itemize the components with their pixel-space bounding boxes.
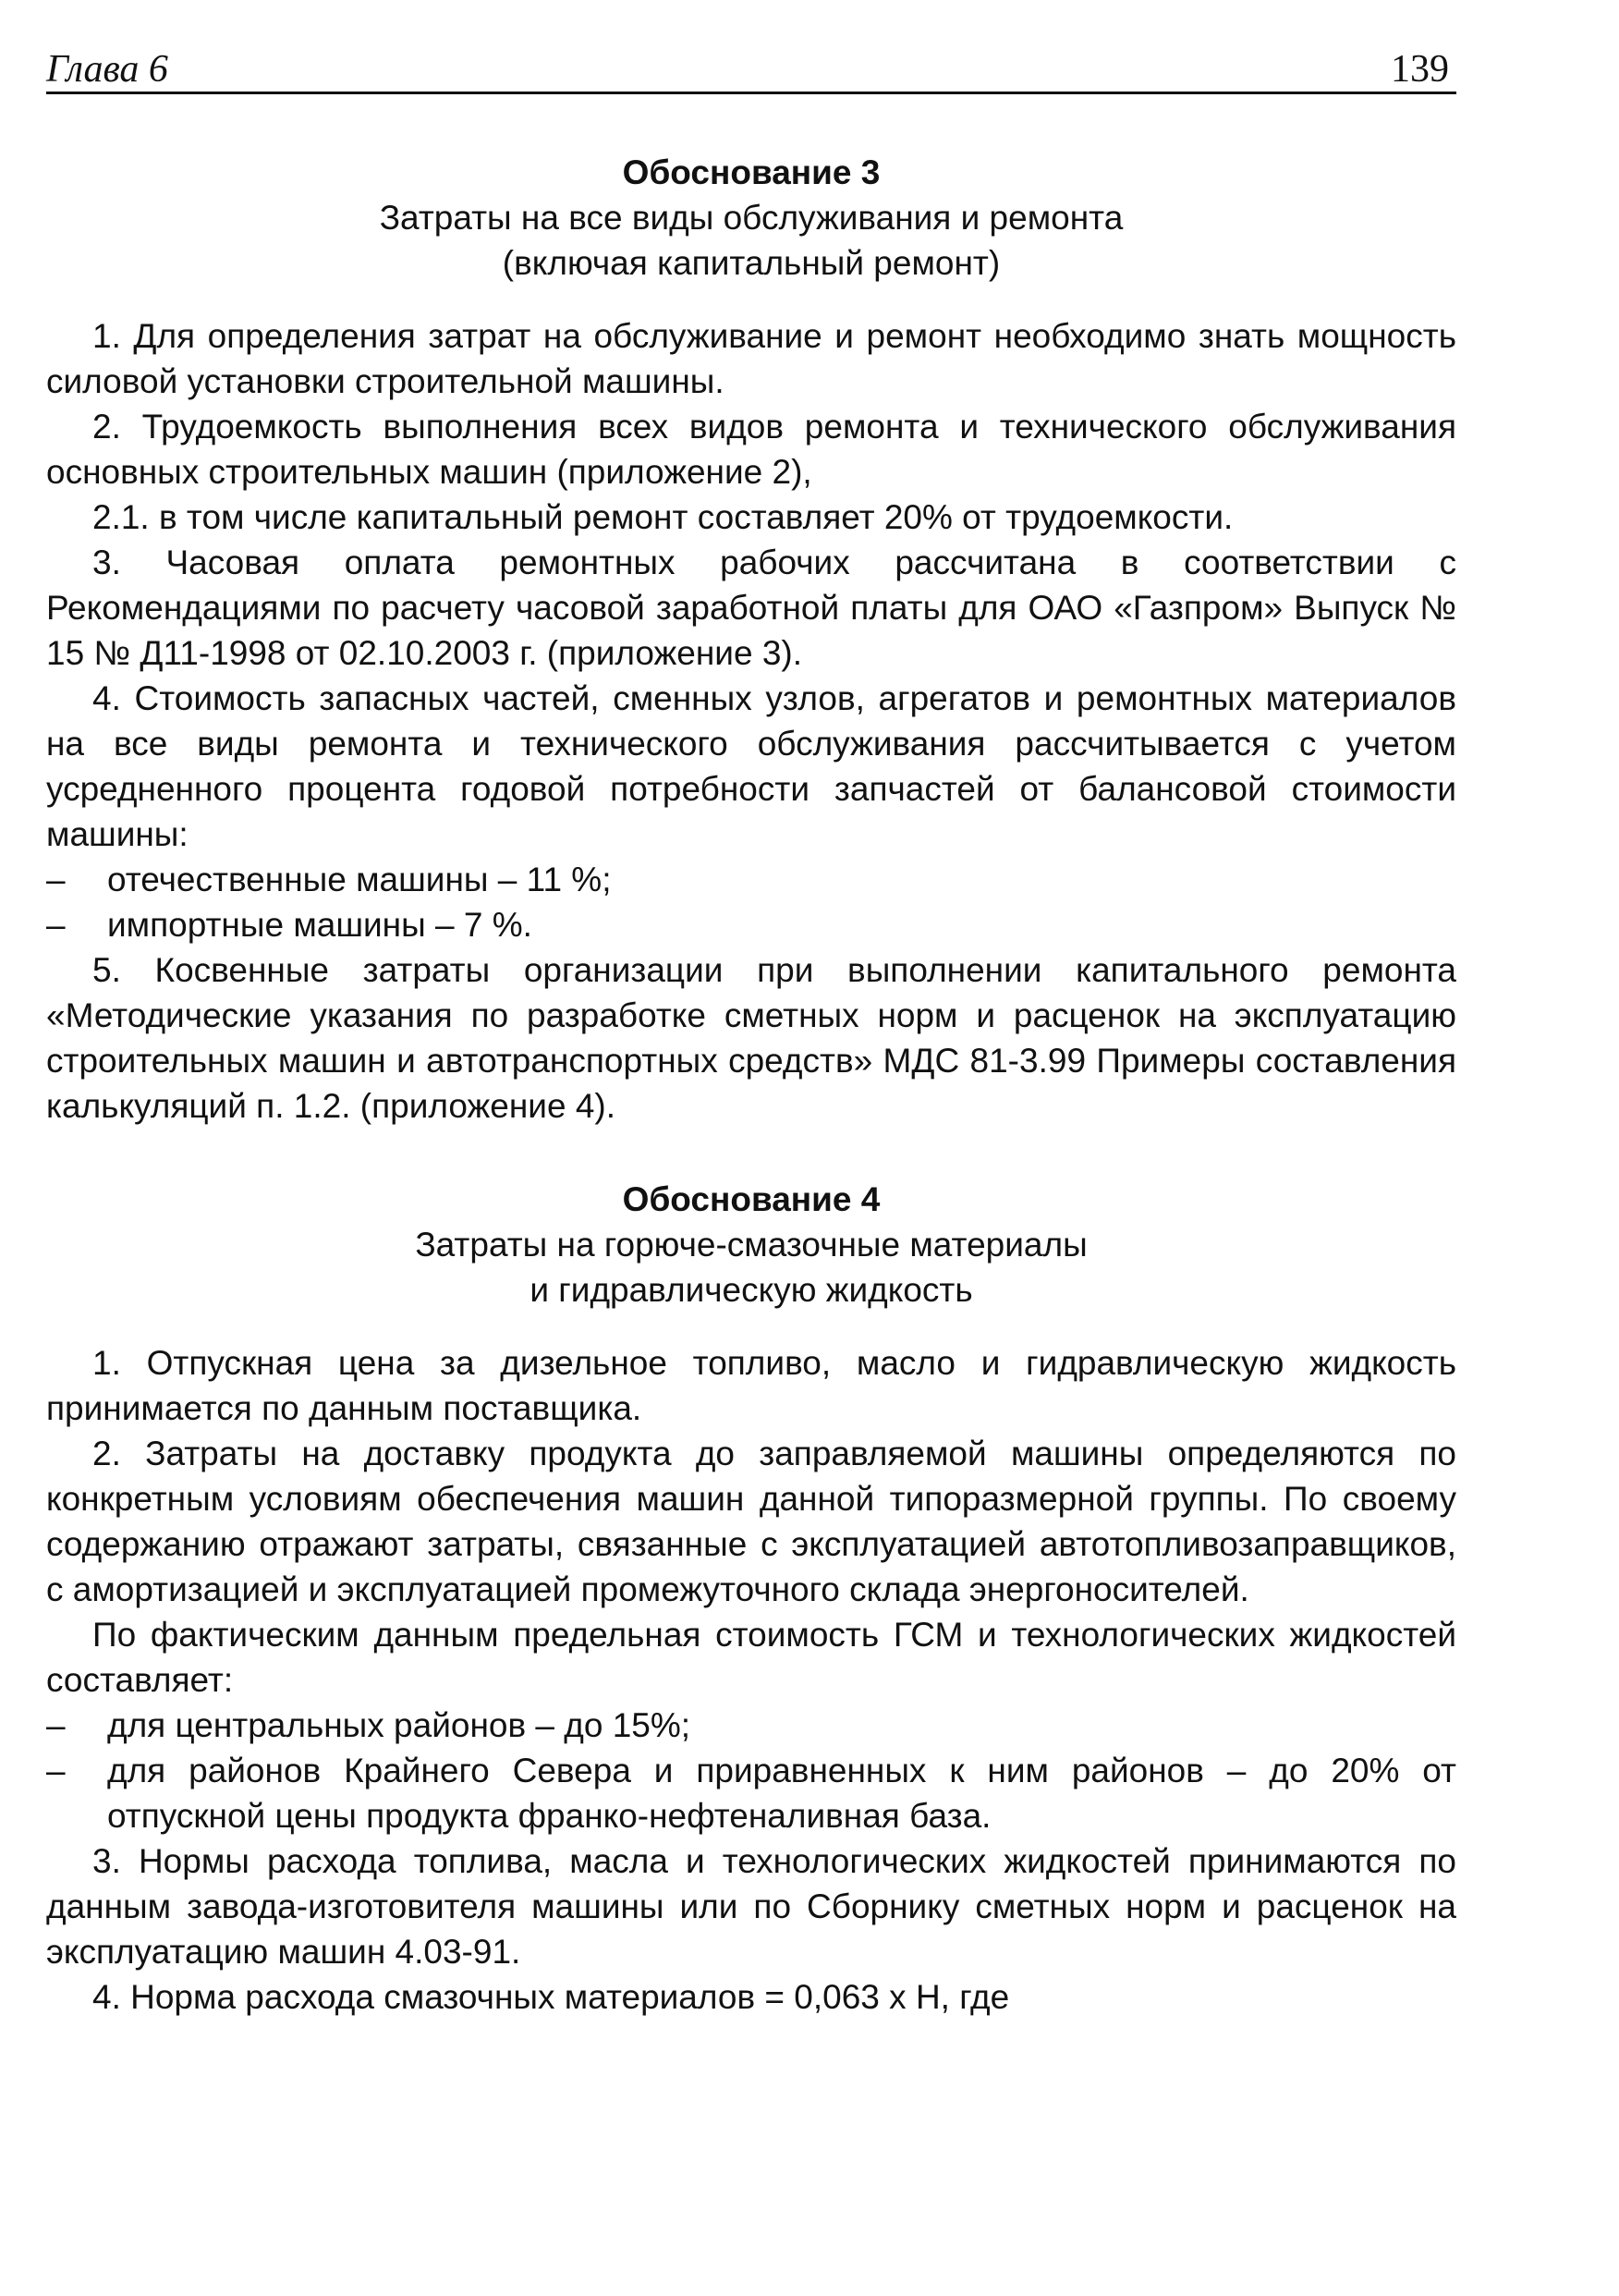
- list-item-text: отечественные машины – 11 %;: [107, 861, 612, 898]
- paragraph: 3. Нормы расхода топлива, масла и технологических жидкостей принимаются по данным завода-изготовителя машины или по Сборнику сметных норм и расценок на эксплуатацию машин 4.03-91.: [46, 1842, 1456, 1971]
- section-justification-3: [46, 150, 1456, 1129]
- list-item-text: для центральных районов – до 15%;: [107, 1706, 691, 1744]
- section-body: [46, 1340, 1456, 2020]
- section-body: [46, 313, 1456, 1129]
- section-title: Обоснование 4: [622, 1180, 881, 1218]
- list-item: [46, 857, 1456, 902]
- paragraph: 2. Затраты на доставку продукта до заправляемой машины определяются по конкретным условиям обеспечения машин данной типоразмерной группы. По своему содержанию отражают затраты, связанные с эксплуатацией автотопливозаправщиков, с амортизацией и эксплуатацией промежуточного склада энергоносителей.: [46, 1435, 1456, 1608]
- section-subtitle-line: Затраты на горюче-смазочные материалы: [415, 1226, 1088, 1264]
- list-item-text: импортные машины – 7 %.: [107, 906, 532, 944]
- section-subtitle-line: Затраты на все виды обслуживания и ремонта: [379, 199, 1124, 237]
- paragraph: 3. Часовая оплата ремонтных рабочих рассчитана в соответствии с Рекомендациями по расчету часовой заработной платы для ОАО «Газпром» Выпуск № 15 № Д11-1998 от 02.10.2003 г. (приложение 3).: [46, 543, 1456, 672]
- paragraph: 1. Для определения затрат на обслуживание и ремонт необходимо знать мощность силовой установки строительной машины.: [46, 317, 1456, 400]
- paragraph: 1. Отпускная цена за дизельное топливо, масло и гидравлическую жидкость принимается по данным поставщика.: [46, 1344, 1456, 1427]
- paragraph: 2.1. в том числе капитальный ремонт составляет 20% от трудоемкости.: [92, 498, 1234, 536]
- list-item: [46, 1703, 1456, 1748]
- paragraph: 5. Косвенные затраты организации при выполнении капитального ремонта «Методические указания по разработке сметных норм и расценок на эксплуатацию строительных машин и автотранспортных средств» МДС 81-3.99 Примеры составления калькуляций п. 1.2. (приложение 4).: [46, 951, 1456, 1125]
- page-number: 139: [1391, 48, 1449, 91]
- dash-bullet: –: [46, 1752, 66, 1789]
- paragraph: 4. Норма расхода смазочных материалов = 0,063 х Н, где: [92, 1978, 1010, 2016]
- paragraph: 2. Трудоемкость выполнения всех видов ремонта и технического обслуживания основных строительных машин (приложение 2),: [46, 408, 1456, 491]
- paragraph: 4. Стоимость запасных частей, сменных узлов, агрегатов и ремонтных материалов на все виды ремонта и технического обслуживания рассчитывается с учетом усредненного процента годовой потребности запчастей от балансовой стоимости машины:: [46, 679, 1456, 853]
- section-title: Обоснование 3: [622, 153, 881, 191]
- running-head: [46, 43, 1456, 94]
- list-item: [46, 1748, 1456, 1838]
- list-item: [46, 902, 1456, 947]
- section-justification-4: [46, 1177, 1456, 2020]
- list-item-text: для районов Крайнего Севера и приравненных к ним районов – до 20% от отпускной цены продукта франко-нефтеналивная база.: [107, 1752, 1456, 1835]
- section-subtitle-line: (включая капитальный ремонт): [502, 244, 1001, 282]
- paragraph: По фактическим данным предельная стоимость ГСМ и технологических жидкостей составляет:: [46, 1616, 1456, 1699]
- dash-bullet: –: [46, 1706, 66, 1744]
- section-subtitle-line: и гидравлическую жидкость: [530, 1271, 973, 1309]
- book-page: [46, 43, 1456, 2020]
- dash-bullet: –: [46, 906, 66, 944]
- dash-bullet: –: [46, 861, 66, 898]
- chapter-label: Глава 6: [46, 48, 168, 91]
